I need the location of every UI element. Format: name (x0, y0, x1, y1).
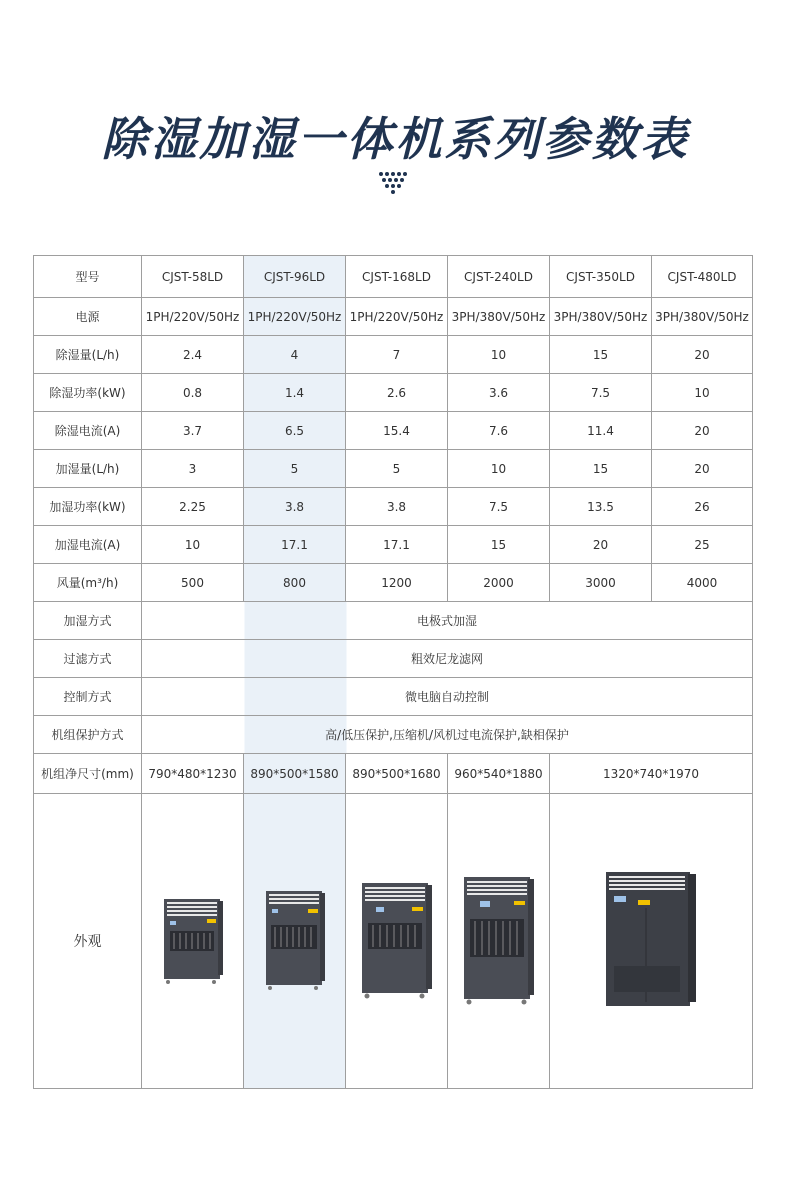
merged-cell: 粗效尼龙滤网 (142, 640, 753, 678)
table-row-merged (34, 640, 753, 678)
row-label: 加湿电流(A) (34, 526, 142, 564)
cell: 10 (652, 374, 753, 412)
table-row (34, 374, 753, 412)
table-row (34, 298, 753, 336)
dehumidifier-image (604, 870, 698, 1012)
row-label: 机组净尺寸(mm) (34, 754, 142, 794)
cell: 890*500*1580 (244, 754, 346, 794)
model-name: CJST-350LD (550, 256, 652, 298)
table-row-merged (34, 602, 753, 640)
table-row (34, 336, 753, 374)
merged-cell: 高/低压保护,压缩机/风机过电流保护,缺相保护 (142, 716, 753, 754)
machine-image-cell (448, 794, 550, 1089)
cell: 13.5 (550, 488, 652, 526)
table-row (34, 450, 753, 488)
cell: 790*480*1230 (142, 754, 244, 794)
dehumidifier-image (360, 881, 434, 1001)
cell: 17.1 (346, 526, 448, 564)
page-title: 除湿加湿一体机系列参数表 (101, 112, 690, 166)
dehumidifier-image (162, 897, 224, 985)
machine-image-cell (550, 794, 753, 1089)
row-label: 加湿方式 (34, 602, 142, 640)
cell: 3000 (550, 564, 652, 602)
cell: 890*500*1680 (346, 754, 448, 794)
cell: 10 (142, 526, 244, 564)
cell: 20 (652, 450, 753, 488)
cell: 5 (244, 450, 346, 488)
cell: 3.8 (244, 488, 346, 526)
cell: 20 (550, 526, 652, 564)
droplet-dots-icon (378, 170, 408, 196)
cell: 960*540*1880 (448, 754, 550, 794)
cell: 10 (448, 336, 550, 374)
cell: 7.5 (448, 488, 550, 526)
cell: 3PH/380V/50Hz (448, 298, 550, 336)
model-name: CJST-480LD (652, 256, 753, 298)
header-label: 型号 (34, 256, 142, 298)
cell: 3PH/380V/50Hz (652, 298, 753, 336)
cell: 1PH/220V/50Hz (346, 298, 448, 336)
row-label: 电源 (34, 298, 142, 336)
cell: 1PH/220V/50Hz (142, 298, 244, 336)
cell: 4 (244, 336, 346, 374)
cell: 1.4 (244, 374, 346, 412)
cell: 1200 (346, 564, 448, 602)
merged-cell: 微电脑自动控制 (142, 678, 753, 716)
dehumidifier-image (462, 875, 536, 1007)
row-label: 过滤方式 (34, 640, 142, 678)
spec-table (33, 255, 753, 1089)
row-label: 机组保护方式 (34, 716, 142, 754)
table-row (34, 412, 753, 450)
cell: 500 (142, 564, 244, 602)
row-label: 风量(m³/h) (34, 564, 142, 602)
cell: 7 (346, 336, 448, 374)
cell: 20 (652, 412, 753, 450)
model-name: CJST-96LD (244, 256, 346, 298)
machine-image-cell (142, 794, 244, 1089)
cell: 25 (652, 526, 753, 564)
table-row (34, 488, 753, 526)
row-label: 除湿电流(A) (34, 412, 142, 450)
row-label: 除湿功率(kW) (34, 374, 142, 412)
cell: 20 (652, 336, 753, 374)
cell: 15.4 (346, 412, 448, 450)
cell: 2000 (448, 564, 550, 602)
model-name: CJST-58LD (142, 256, 244, 298)
machine-image-cell (346, 794, 448, 1089)
cell: 3 (142, 450, 244, 488)
cell: 7.6 (448, 412, 550, 450)
cell: 15 (448, 526, 550, 564)
cell: 15 (550, 450, 652, 488)
cell: 5 (346, 450, 448, 488)
cell: 0.8 (142, 374, 244, 412)
cell: 17.1 (244, 526, 346, 564)
cell: 1320*740*1970 (550, 754, 753, 794)
dimensions-row (34, 754, 753, 794)
dehumidifier-image (264, 889, 326, 993)
table-row-merged (34, 716, 753, 754)
cell: 2.6 (346, 374, 448, 412)
cell: 6.5 (244, 412, 346, 450)
table-row-merged (34, 678, 753, 716)
cell: 800 (244, 564, 346, 602)
cell: 10 (448, 450, 550, 488)
cell: 11.4 (550, 412, 652, 450)
machine-image-cell (244, 794, 346, 1089)
cell: 2.4 (142, 336, 244, 374)
cell: 26 (652, 488, 753, 526)
table-header-row (34, 256, 753, 298)
cell: 3.6 (448, 374, 550, 412)
row-label: 外观 (34, 794, 142, 1089)
appearance-row (34, 794, 753, 1089)
cell: 2.25 (142, 488, 244, 526)
row-label: 加湿量(L/h) (34, 450, 142, 488)
cell: 15 (550, 336, 652, 374)
cell: 3.7 (142, 412, 244, 450)
model-name: CJST-240LD (448, 256, 550, 298)
cell: 1PH/220V/50Hz (244, 298, 346, 336)
row-label: 控制方式 (34, 678, 142, 716)
cell: 7.5 (550, 374, 652, 412)
merged-cell: 电极式加湿 (142, 602, 753, 640)
model-name: CJST-168LD (346, 256, 448, 298)
row-label: 除湿量(L/h) (34, 336, 142, 374)
table-row (34, 526, 753, 564)
row-label: 加湿功率(kW) (34, 488, 142, 526)
cell: 3.8 (346, 488, 448, 526)
table-row (34, 564, 753, 602)
cell: 3PH/380V/50Hz (550, 298, 652, 336)
cell: 4000 (652, 564, 753, 602)
